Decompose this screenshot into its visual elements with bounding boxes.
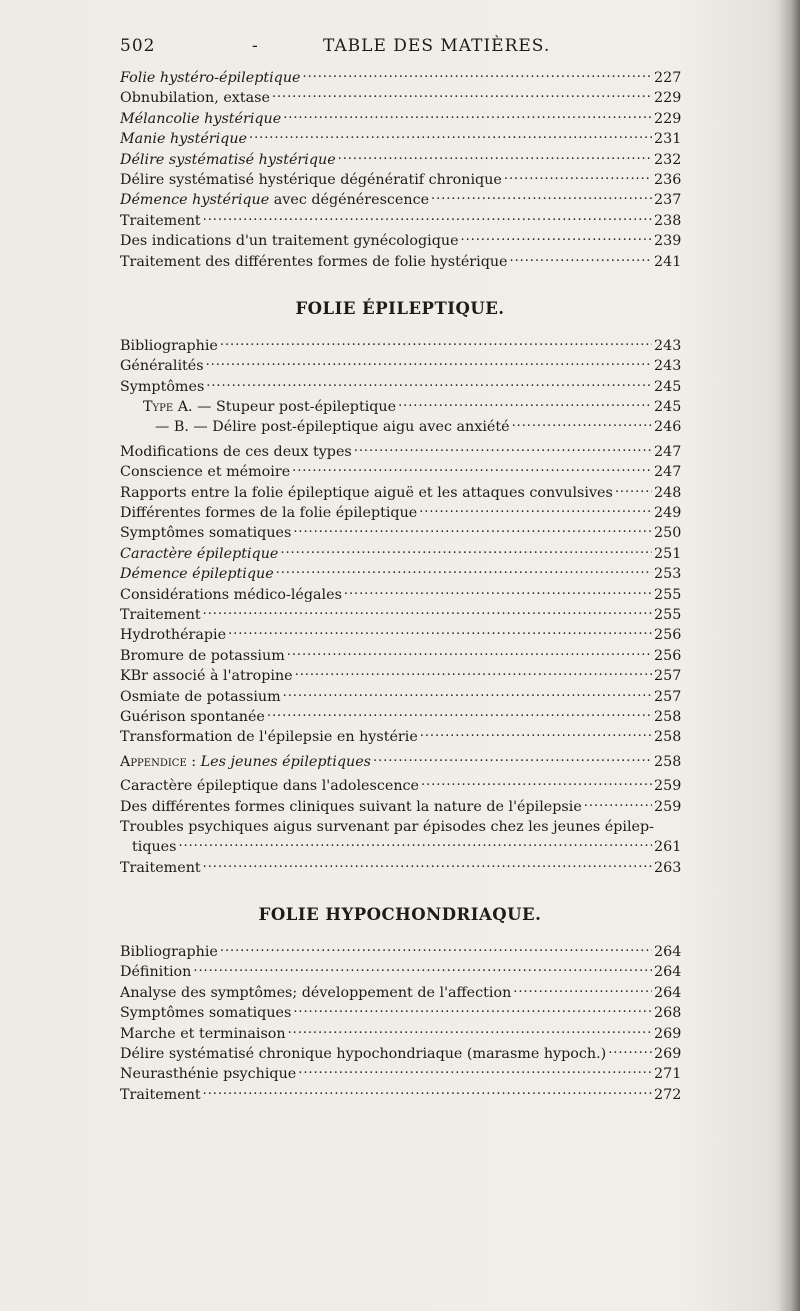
dot-leader bbox=[420, 727, 652, 741]
dot-leader bbox=[504, 170, 652, 184]
entry-title: Manie hystérique bbox=[120, 131, 248, 148]
dot-leader bbox=[421, 776, 652, 790]
toc-entry bbox=[120, 942, 680, 962]
entry-title: Rapports entre la folie épileptique aiguë et les attaques convulsives bbox=[120, 484, 613, 501]
header-separator: - bbox=[252, 36, 259, 56]
entry-page: 261 bbox=[654, 839, 682, 856]
entry-page: 257 bbox=[654, 668, 682, 685]
entry-page: 269 bbox=[654, 1025, 682, 1042]
dot-leader bbox=[280, 544, 652, 558]
toc-entry bbox=[120, 129, 680, 149]
toc-entry bbox=[120, 1024, 680, 1044]
entry-page: 256 bbox=[654, 627, 682, 644]
entry-page: 257 bbox=[654, 688, 682, 705]
entry-title: Neurasthénie psychique bbox=[120, 1066, 297, 1083]
dot-leader bbox=[220, 942, 652, 956]
section-heading-epileptique: FOLIE ÉPILEPTIQUE. bbox=[295, 298, 505, 318]
entry-title: Modifications de ces deux types bbox=[120, 443, 352, 460]
dot-leader bbox=[203, 211, 652, 225]
dot-leader bbox=[178, 837, 652, 851]
entry-page: 239 bbox=[654, 233, 682, 250]
dot-leader bbox=[510, 252, 652, 266]
entry-page: 243 bbox=[654, 358, 682, 375]
entry-page: 247 bbox=[654, 464, 682, 481]
entry-title: Caractère épileptique dans l'adolescence bbox=[120, 778, 419, 795]
dot-leader bbox=[303, 68, 652, 82]
toc-entry bbox=[120, 858, 680, 878]
running-title: TABLE DES MATIÈRES. bbox=[323, 36, 551, 56]
dot-leader bbox=[292, 462, 652, 476]
toc-entry bbox=[120, 646, 680, 666]
entry-title: Bromure de potassium bbox=[120, 647, 285, 664]
toc-entry bbox=[120, 523, 680, 543]
dot-leader bbox=[344, 585, 652, 599]
entry-title: Folie hystéro-épileptique bbox=[120, 70, 301, 86]
toc-entry bbox=[120, 666, 680, 686]
entry-page: 255 bbox=[654, 586, 682, 603]
dot-leader bbox=[206, 377, 652, 391]
dot-leader bbox=[338, 150, 652, 164]
entry-page: 245 bbox=[654, 399, 682, 416]
toc-entry bbox=[120, 1085, 680, 1105]
dot-leader bbox=[373, 752, 652, 766]
entry-title: — B. — Délire post-épileptique aigu avec anxiété bbox=[155, 419, 510, 436]
dot-leader bbox=[354, 442, 652, 456]
toc-entry bbox=[120, 564, 680, 584]
dot-leader bbox=[461, 231, 652, 245]
dot-leader bbox=[512, 417, 652, 431]
entry-page: 251 bbox=[654, 545, 682, 562]
entry-page: 269 bbox=[654, 1046, 682, 1063]
toc-entry bbox=[120, 544, 680, 564]
dot-leader bbox=[203, 605, 652, 619]
appendice-title: Les jeunes épileptiques bbox=[200, 753, 372, 770]
toc-entry bbox=[120, 336, 680, 356]
entry-title: Guérison spontanée bbox=[120, 708, 265, 725]
entry-title: Délire systématisé hystérique bbox=[120, 151, 336, 168]
toc-entry bbox=[120, 707, 680, 727]
toc-entry bbox=[120, 503, 680, 523]
dot-leader bbox=[615, 483, 652, 497]
toc-entry bbox=[120, 687, 680, 707]
entry-title: Des différentes formes cliniques suivant la nature de l'épilepsie bbox=[120, 798, 582, 815]
entry-page: 264 bbox=[654, 984, 682, 1001]
page-header bbox=[120, 36, 680, 60]
entry-page: 271 bbox=[654, 1066, 682, 1083]
toc-entry bbox=[120, 442, 680, 462]
entry-title: Considérations médico-légales bbox=[120, 586, 342, 603]
toc-entry bbox=[120, 252, 680, 272]
toc-entry bbox=[120, 377, 680, 397]
entry-title: Définition bbox=[120, 964, 192, 981]
dot-leader bbox=[203, 858, 652, 872]
entry-title: Différentes formes de la folie épileptique bbox=[120, 505, 418, 522]
entry-page: 227 bbox=[654, 70, 682, 86]
toc-entry bbox=[120, 109, 680, 129]
dot-leader bbox=[419, 503, 652, 517]
dot-leader bbox=[608, 1044, 652, 1058]
dot-leader bbox=[513, 983, 652, 997]
entry-title: Conscience et mémoire bbox=[120, 464, 291, 481]
table-of-contents bbox=[120, 68, 680, 1105]
entry-page: 258 bbox=[654, 753, 682, 770]
entry-page: 258 bbox=[654, 708, 682, 725]
entry-page: 229 bbox=[654, 90, 682, 107]
entry-page: 263 bbox=[654, 859, 682, 876]
entry-title: Traitement bbox=[120, 859, 201, 876]
entry-page: 241 bbox=[654, 253, 682, 270]
dot-leader bbox=[431, 190, 652, 204]
entry-page: 255 bbox=[654, 606, 682, 623]
entry-title: Traitement bbox=[120, 606, 201, 623]
toc-entry-troubles-line2 bbox=[120, 837, 680, 857]
toc-entry bbox=[120, 231, 680, 251]
toc-entry-type-a bbox=[120, 397, 680, 417]
dot-leader bbox=[220, 336, 652, 350]
page-edge-shadow bbox=[778, 0, 800, 1311]
entry-page: 243 bbox=[654, 337, 682, 354]
entry-title: Démence épileptique bbox=[120, 566, 274, 583]
entry-title bbox=[120, 190, 429, 210]
dot-leader bbox=[272, 88, 652, 102]
entry-page: 268 bbox=[654, 1005, 682, 1022]
toc-entry bbox=[120, 68, 680, 88]
dot-leader bbox=[298, 1064, 652, 1078]
dot-leader bbox=[283, 109, 652, 123]
dot-leader bbox=[293, 523, 652, 537]
toc-entry bbox=[120, 797, 680, 817]
dot-leader bbox=[193, 962, 652, 976]
entry-title: Des indications d'un traitement gynécologique bbox=[120, 233, 459, 250]
entry-page: 238 bbox=[654, 212, 682, 229]
dot-leader bbox=[293, 1003, 652, 1017]
section-heading-hypochondriaque: FOLIE HYPOCHONDRIAQUE. bbox=[258, 905, 542, 925]
type-a-text: A. — Stupeur post-épileptique bbox=[173, 399, 397, 416]
entry-title: Délire systématisé chronique hypochondriaque (marasme hypoch.) bbox=[120, 1046, 607, 1063]
entry-page: 249 bbox=[654, 505, 682, 522]
toc-entry bbox=[120, 1064, 680, 1084]
toc-entry bbox=[120, 170, 680, 190]
entry-title: Traitement bbox=[120, 212, 201, 229]
toc-entry-troubles-line1: Troubles psychiques aigus survenant par épisodes chez les jeunes épilep- bbox=[120, 818, 654, 835]
toc-entry bbox=[120, 625, 680, 645]
toc-entry bbox=[120, 962, 680, 982]
toc-entry bbox=[120, 727, 680, 747]
entry-page: 248 bbox=[654, 484, 682, 501]
entry-page: 245 bbox=[654, 378, 682, 395]
dot-leader bbox=[228, 625, 652, 639]
toc-entry bbox=[120, 356, 680, 376]
entry-page: 272 bbox=[654, 1086, 682, 1103]
entry-page: 258 bbox=[654, 729, 682, 746]
entry-page: 259 bbox=[654, 798, 682, 815]
entry-title-italic: Démence hystérique bbox=[120, 192, 270, 209]
dot-leader bbox=[283, 687, 652, 701]
entry-page: 256 bbox=[654, 647, 682, 664]
toc-entry bbox=[120, 190, 680, 210]
entry-page: 236 bbox=[654, 171, 682, 188]
entry-title bbox=[120, 752, 371, 772]
dot-leader bbox=[276, 564, 652, 578]
entry-title: Traitement des différentes formes de folie hystérique bbox=[120, 253, 508, 270]
entry-page: 231 bbox=[654, 131, 682, 148]
entry-title: Symptômes bbox=[120, 378, 205, 395]
entry-title: Bibliographie bbox=[120, 944, 218, 961]
entry-page: 259 bbox=[654, 778, 682, 795]
dot-leader bbox=[249, 129, 652, 143]
entry-title: Traitement bbox=[120, 1086, 201, 1103]
entry-page: 247 bbox=[654, 443, 682, 460]
entry-title: Hydrothérapie bbox=[120, 627, 227, 644]
type-label: Type bbox=[143, 399, 174, 416]
toc-entry-appendice bbox=[120, 752, 680, 772]
toc-entry-type-b bbox=[120, 417, 680, 437]
entry-page: 237 bbox=[654, 192, 682, 209]
dot-leader bbox=[584, 797, 652, 811]
toc-entry bbox=[120, 211, 680, 231]
entry-title bbox=[143, 397, 396, 417]
entry-page: 250 bbox=[654, 525, 682, 542]
entry-title: Bibliographie bbox=[120, 337, 218, 354]
dot-leader bbox=[288, 1024, 652, 1038]
entry-title: Délire systématisé hystérique dégénératif chronique bbox=[120, 171, 502, 188]
entry-page: 246 bbox=[654, 419, 682, 436]
entry-title: Caractère épileptique bbox=[120, 545, 279, 562]
toc-entry bbox=[120, 585, 680, 605]
entry-page: 264 bbox=[654, 944, 682, 961]
page-number: 502 bbox=[120, 36, 156, 56]
entry-title: Marche et terminaison bbox=[120, 1025, 286, 1042]
entry-page: 232 bbox=[654, 151, 682, 168]
entry-title: Symptômes somatiques bbox=[120, 525, 292, 542]
entry-title: tiques bbox=[132, 839, 177, 856]
entry-page: 264 bbox=[654, 964, 682, 981]
entry-title: Analyse des symptômes; développement de l'affection bbox=[120, 984, 512, 1001]
appendice-sep: : bbox=[186, 753, 201, 770]
dot-leader bbox=[287, 646, 652, 660]
toc-entry bbox=[120, 88, 680, 108]
entry-title: KBr associé à l'atropine bbox=[120, 668, 293, 685]
toc-entry bbox=[120, 150, 680, 170]
dot-leader bbox=[206, 356, 652, 370]
entry-title: Obnubilation, extase bbox=[120, 90, 270, 107]
entry-title: Généralités bbox=[120, 358, 204, 375]
toc-entry bbox=[120, 462, 680, 482]
toc-entry bbox=[120, 605, 680, 625]
entry-page: 229 bbox=[654, 110, 682, 127]
entry-title-rest: avec dégénérescence bbox=[269, 192, 430, 209]
entry-page: 253 bbox=[654, 566, 682, 583]
entry-title: Osmiate de potassium bbox=[120, 688, 281, 705]
entry-title: Mélancolie hystérique bbox=[120, 110, 282, 127]
toc-entry bbox=[120, 1044, 680, 1064]
entry-title: Symptômes somatiques bbox=[120, 1005, 292, 1022]
dot-leader bbox=[267, 707, 652, 721]
dot-leader bbox=[295, 666, 652, 680]
toc-entry bbox=[120, 1003, 680, 1023]
appendice-label: Appendice bbox=[120, 753, 187, 770]
toc-entry bbox=[120, 776, 680, 796]
dot-leader bbox=[203, 1085, 652, 1099]
entry-title: Transformation de l'épilepsie en hystérie bbox=[120, 729, 418, 746]
toc-entry bbox=[120, 983, 680, 1003]
dot-leader bbox=[398, 397, 652, 411]
toc-entry bbox=[120, 483, 680, 503]
